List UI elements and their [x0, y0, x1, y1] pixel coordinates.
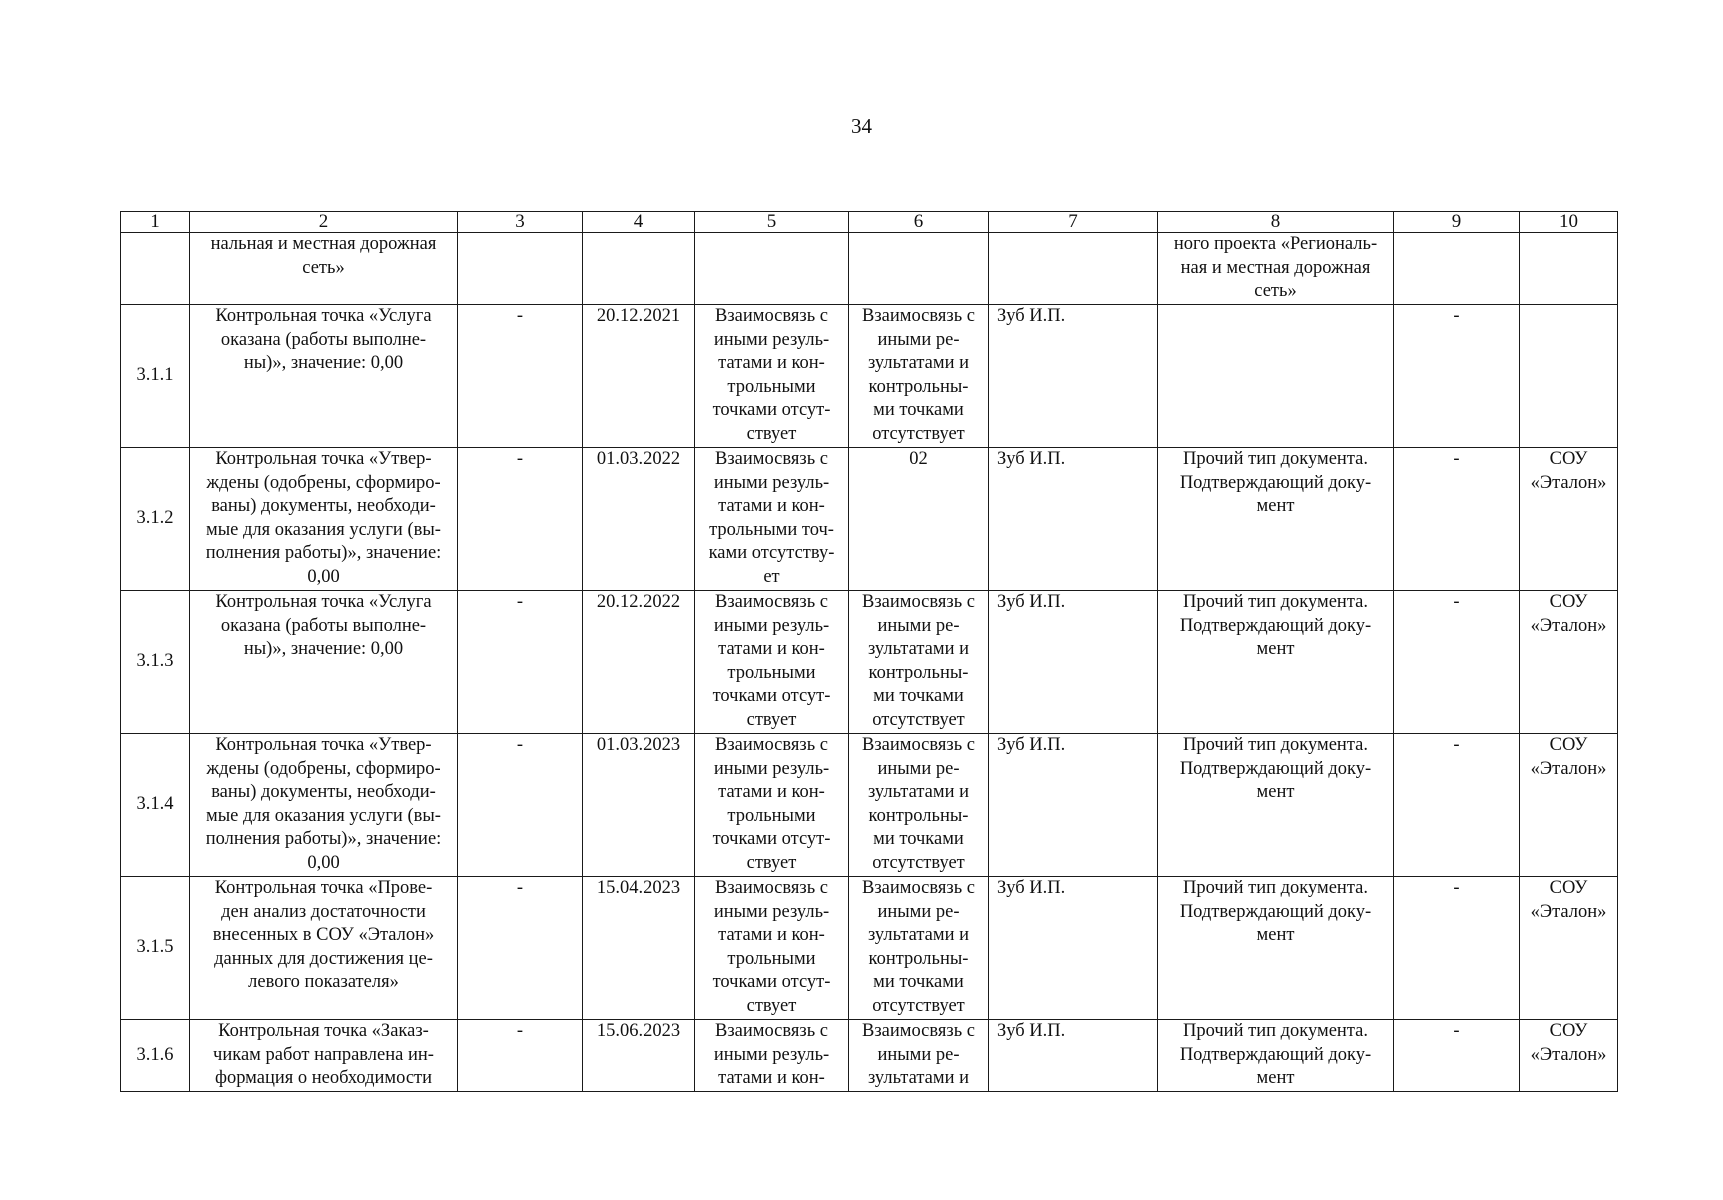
row-number-cell: 3.1.4 — [121, 734, 190, 877]
cell-text-line: Взаимосвязь с — [715, 878, 828, 898]
document-type-cell — [1158, 877, 1394, 1020]
cell-text-line: Подтверждающий доку- — [1179, 1044, 1372, 1065]
cell-text-line: ждены (одобрены, сформиро- — [206, 758, 441, 779]
cell-text-line: мые для оказания услуги (вы- — [206, 805, 441, 826]
cell-text-line: контрольны- — [868, 805, 969, 826]
date-cell: 01.03.2023 — [583, 734, 695, 877]
cell-text-line: иными ре- — [877, 758, 960, 779]
cell-text-line: трольными точ- — [709, 519, 834, 540]
system-cell — [1520, 591, 1618, 734]
responsible-cell: Зуб И.П. — [989, 1020, 1158, 1092]
cell-text-line: Подтверждающий доку- — [1179, 901, 1372, 922]
cell-text-line: отсутствует — [872, 852, 965, 873]
relation-results-cell — [695, 877, 849, 1020]
cell-text-line: контрольны- — [868, 662, 969, 683]
cell-text-line: мент — [1256, 925, 1295, 946]
cell-text-line: иными резуль- — [713, 901, 830, 922]
row-number-cell: 3.1.2 — [121, 448, 190, 591]
control-point-name-cell — [190, 877, 458, 1020]
cell-text-line: данных для достижения це- — [214, 948, 433, 969]
table-row — [121, 877, 1618, 1020]
control-point-name-cell — [190, 1020, 458, 1092]
cell-text-line: ждены (одобрены, сформиро- — [206, 472, 441, 493]
cell-text-line: трольными — [727, 805, 816, 826]
header-cell: 8 — [1158, 212, 1394, 233]
cell-text-line: Контрольная точка «Услуга — [215, 592, 432, 612]
cell-text-line: контрольны- — [868, 948, 969, 969]
cell-text-line: Взаимосвязь с — [715, 592, 828, 612]
cell-text-line: полнения работы)», значение: — [205, 829, 442, 850]
cell-text-line: Контрольная точка «Услуга — [215, 306, 432, 326]
dash-cell: - — [458, 1020, 583, 1092]
row-number-cell — [121, 233, 190, 305]
control-points-table — [120, 211, 1618, 1092]
cell-text-line: контрольны- — [868, 376, 969, 397]
relation-points-cell — [849, 1020, 989, 1092]
cell-text-line: ет — [763, 566, 780, 587]
table-row — [121, 734, 1618, 877]
control-point-name-cell — [190, 305, 458, 448]
relation-results-cell — [695, 591, 849, 734]
cell-text-line: ны)», значение: 0,00 — [243, 353, 404, 374]
dash-cell: - — [458, 305, 583, 448]
table-row — [121, 591, 1618, 734]
cell-text-line: татами и кон- — [718, 496, 825, 517]
control-point-name-cell — [190, 448, 458, 591]
system-cell — [1520, 877, 1618, 1020]
cell-text-line: СОУ — [1549, 735, 1588, 755]
row-number-cell: 3.1.5 — [121, 877, 190, 1020]
cell-text-line: зультатами и — [867, 1068, 970, 1089]
row-number-cell: 3.1.6 — [121, 1020, 190, 1092]
cell-text-line: ствует — [746, 423, 797, 444]
cell-text-line: СОУ — [1549, 1021, 1588, 1041]
document-type-cell — [1158, 734, 1394, 877]
system-cell — [1520, 734, 1618, 877]
relation-points-cell — [849, 591, 989, 734]
cell-text-line: Прочий тип документа. — [1183, 735, 1368, 755]
dash-cell: - — [1394, 1020, 1520, 1092]
cell-text-line: ми точками — [873, 400, 964, 421]
responsible-cell: Зуб И.П. — [989, 877, 1158, 1020]
cell-text-line: Взаимосвязь с — [862, 592, 975, 612]
cell-text-line: зультатами и — [867, 353, 970, 374]
cell-text-line: СОУ — [1549, 592, 1588, 612]
cell-text-line: ваны) документы, необходи- — [211, 496, 436, 517]
cell-text-line: ваны) документы, необходи- — [211, 782, 436, 803]
cell-text-line: мент — [1256, 1068, 1295, 1089]
page-number: 34 — [851, 114, 872, 138]
table-row — [121, 448, 1618, 591]
document-type-cell — [1158, 1020, 1394, 1092]
table-row — [121, 1020, 1618, 1092]
cell-text-line: татами и кон- — [718, 782, 825, 803]
responsible-cell: Зуб И.П. — [989, 734, 1158, 877]
name-cell — [190, 233, 458, 305]
cell-text-line: Взаимосвязь с — [862, 878, 975, 898]
cell-text-line: Подтверждающий доку- — [1179, 615, 1372, 636]
cell-text-line: ми точками — [873, 829, 964, 850]
cell-text-line: Взаимосвязь с — [862, 735, 975, 755]
cell-text-line: мент — [1256, 496, 1295, 517]
header-cell: 1 — [121, 212, 190, 233]
cell-text-line: Контрольная точка «Утвер- — [215, 449, 432, 469]
cell-text-line: Подтверждающий доку- — [1179, 758, 1372, 779]
date-cell: 15.04.2023 — [583, 877, 695, 1020]
empty-cell — [1394, 233, 1520, 305]
header-cell: 5 — [695, 212, 849, 233]
cell-text-line: иными резуль- — [713, 1044, 830, 1065]
dash-cell: - — [458, 877, 583, 1020]
cell-text-line: Контрольная точка «Заказ- — [218, 1021, 429, 1041]
header-cell: 9 — [1394, 212, 1520, 233]
cell-text-line: зультатами и — [867, 639, 970, 660]
cell-text-line: татами и кон- — [718, 639, 825, 660]
system-cell — [1520, 305, 1618, 448]
cell-text-line: ная и местная дорожная — [1180, 257, 1371, 278]
relation-points-cell — [849, 448, 989, 591]
header-cell: 10 — [1520, 212, 1618, 233]
cell-text-line: Взаимосвязь с — [715, 449, 828, 469]
cell-text-line: Взаимосвязь с — [862, 306, 975, 326]
document-cell — [1158, 233, 1394, 305]
cell-text-line: Контрольная точка «Прове- — [214, 878, 433, 898]
system-cell — [1520, 448, 1618, 591]
date-cell: 20.12.2022 — [583, 591, 695, 734]
dash-cell: - — [1394, 734, 1520, 877]
header-cell: 3 — [458, 212, 583, 233]
control-point-name-cell — [190, 734, 458, 877]
table-row-continuation — [121, 233, 1618, 305]
cell-text-line: сеть» — [1254, 281, 1297, 302]
cell-text-line: ствует — [746, 709, 797, 730]
date-cell: 01.03.2022 — [583, 448, 695, 591]
system-cell — [1520, 1020, 1618, 1092]
row-number-cell: 3.1.3 — [121, 591, 190, 734]
cell-text-line: иными резуль- — [713, 758, 830, 779]
cell-text-line: иными ре- — [877, 901, 960, 922]
cell-text-line: точками отсут- — [712, 686, 831, 707]
date-cell: 20.12.2021 — [583, 305, 695, 448]
cell-text-line: точками отсут- — [712, 400, 831, 421]
dash-cell: - — [1394, 591, 1520, 734]
cell-text-line: Взаимосвязь с — [715, 735, 828, 755]
cell-text-line: «Эталон» — [1530, 901, 1607, 922]
relation-results-cell — [695, 1020, 849, 1092]
date-cell: 15.06.2023 — [583, 1020, 695, 1092]
cell-text-line: отсутствует — [872, 423, 965, 444]
cell-text-line: нальная и местная дорожная — [210, 234, 437, 254]
empty-cell — [695, 233, 849, 305]
cell-text-line: формация о необходимости — [214, 1068, 433, 1089]
empty-cell — [849, 233, 989, 305]
cell-text-line: ден анализ достаточности — [221, 901, 426, 922]
relation-points-cell — [849, 305, 989, 448]
cell-text-line: оказана (работы выполне- — [220, 615, 427, 636]
dash-cell: - — [458, 734, 583, 877]
empty-cell — [989, 233, 1158, 305]
cell-text-line: трольными — [727, 948, 816, 969]
cell-text-line: Прочий тип документа. — [1183, 449, 1368, 469]
cell-text-line: «Эталон» — [1530, 472, 1607, 493]
row-number-cell: 3.1.1 — [121, 305, 190, 448]
cell-text-line: точками отсут- — [712, 829, 831, 850]
document-type-cell — [1158, 591, 1394, 734]
document-type-cell — [1158, 305, 1394, 448]
cell-text-line: иными ре- — [877, 1044, 960, 1065]
document-type-cell — [1158, 448, 1394, 591]
empty-cell — [1520, 233, 1618, 305]
cell-text-line: Прочий тип документа. — [1183, 592, 1368, 612]
control-point-name-cell — [190, 591, 458, 734]
cell-text-line: татами и кон- — [718, 1068, 825, 1089]
relation-results-cell — [695, 734, 849, 877]
dash-cell: - — [1394, 448, 1520, 591]
header-cell: 2 — [190, 212, 458, 233]
cell-text-line: иными ре- — [877, 615, 960, 636]
cell-text-line: мент — [1256, 639, 1295, 660]
header-cell: 4 — [583, 212, 695, 233]
dash-cell: - — [1394, 305, 1520, 448]
responsible-cell: Зуб И.П. — [989, 448, 1158, 591]
cell-text-line: сеть» — [302, 257, 345, 278]
cell-text-line: отсутствует — [872, 709, 965, 730]
cell-text-line: ны)», значение: 0,00 — [243, 639, 404, 660]
cell-text-line: СОУ — [1549, 878, 1588, 898]
cell-text-line: иными резуль- — [713, 472, 830, 493]
cell-text-line: иными ре- — [877, 329, 960, 350]
cell-text-line: ствует — [746, 852, 797, 873]
cell-text-line: чикам работ направлена ин- — [213, 1044, 434, 1065]
cell-text-line: мент — [1256, 782, 1295, 803]
cell-text-line: Взаимосвязь с — [715, 1021, 828, 1041]
responsible-cell: Зуб И.П. — [989, 305, 1158, 448]
dash-cell: - — [458, 448, 583, 591]
cell-text-line: мые для оказания услуги (вы- — [206, 519, 441, 540]
empty-cell — [458, 233, 583, 305]
cell-text-line: Прочий тип документа. — [1183, 1021, 1368, 1041]
empty-cell — [583, 233, 695, 305]
cell-text-line: трольными — [727, 662, 816, 683]
cell-text-line: Прочий тип документа. — [1183, 878, 1368, 898]
cell-text-line: ми точками — [873, 972, 964, 993]
dash-cell: - — [1394, 877, 1520, 1020]
table-header-row — [121, 212, 1618, 233]
cell-text-line: отсутствует — [872, 995, 965, 1016]
header-cell: 6 — [849, 212, 989, 233]
cell-text-line: ми точками — [873, 686, 964, 707]
cell-text-line: ствует — [746, 995, 797, 1016]
cell-text-line: оказана (работы выполне- — [220, 329, 427, 350]
cell-text-line: «Эталон» — [1530, 615, 1607, 636]
dash-cell: - — [458, 591, 583, 734]
cell-text-line: «Эталон» — [1530, 758, 1607, 779]
cell-text-line: зультатами и — [867, 782, 970, 803]
cell-text-line: татами и кон- — [718, 925, 825, 946]
cell-text-line: точками отсут- — [712, 972, 831, 993]
cell-text-line: СОУ — [1549, 449, 1588, 469]
cell-text-line: Взаимосвязь с — [862, 1021, 975, 1041]
cell-text-line: Контрольная точка «Утвер- — [215, 735, 432, 755]
cell-text-line: иными резуль- — [713, 615, 830, 636]
cell-text-line: ного проекта «Региональ- — [1173, 234, 1378, 254]
header-cell: 7 — [989, 212, 1158, 233]
cell-text-line: иными резуль- — [713, 329, 830, 350]
cell-text-line: зультатами и — [867, 925, 970, 946]
cell-text-line: левого показателя» — [248, 972, 399, 993]
cell-text-line: трольными — [727, 376, 816, 397]
cell-text-line: 0,00 — [307, 852, 340, 873]
cell-text-line: татами и кон- — [718, 353, 825, 374]
relation-points-cell — [849, 734, 989, 877]
cell-text-line: 02 — [909, 449, 928, 469]
responsible-cell: Зуб И.П. — [989, 591, 1158, 734]
relation-points-cell — [849, 877, 989, 1020]
cell-text-line: Подтверждающий доку- — [1179, 472, 1372, 493]
table-row — [121, 305, 1618, 448]
cell-text-line: ками отсутству- — [708, 543, 835, 564]
cell-text-line: полнения работы)», значение: — [205, 543, 442, 564]
relation-results-cell — [695, 305, 849, 448]
cell-text-line: Взаимосвязь с — [715, 306, 828, 326]
relation-results-cell — [695, 448, 849, 591]
cell-text-line: внесенных в СОУ «Эталон» — [212, 925, 435, 946]
cell-text-line: «Эталон» — [1530, 1044, 1607, 1065]
cell-text-line: 0,00 — [307, 566, 340, 587]
